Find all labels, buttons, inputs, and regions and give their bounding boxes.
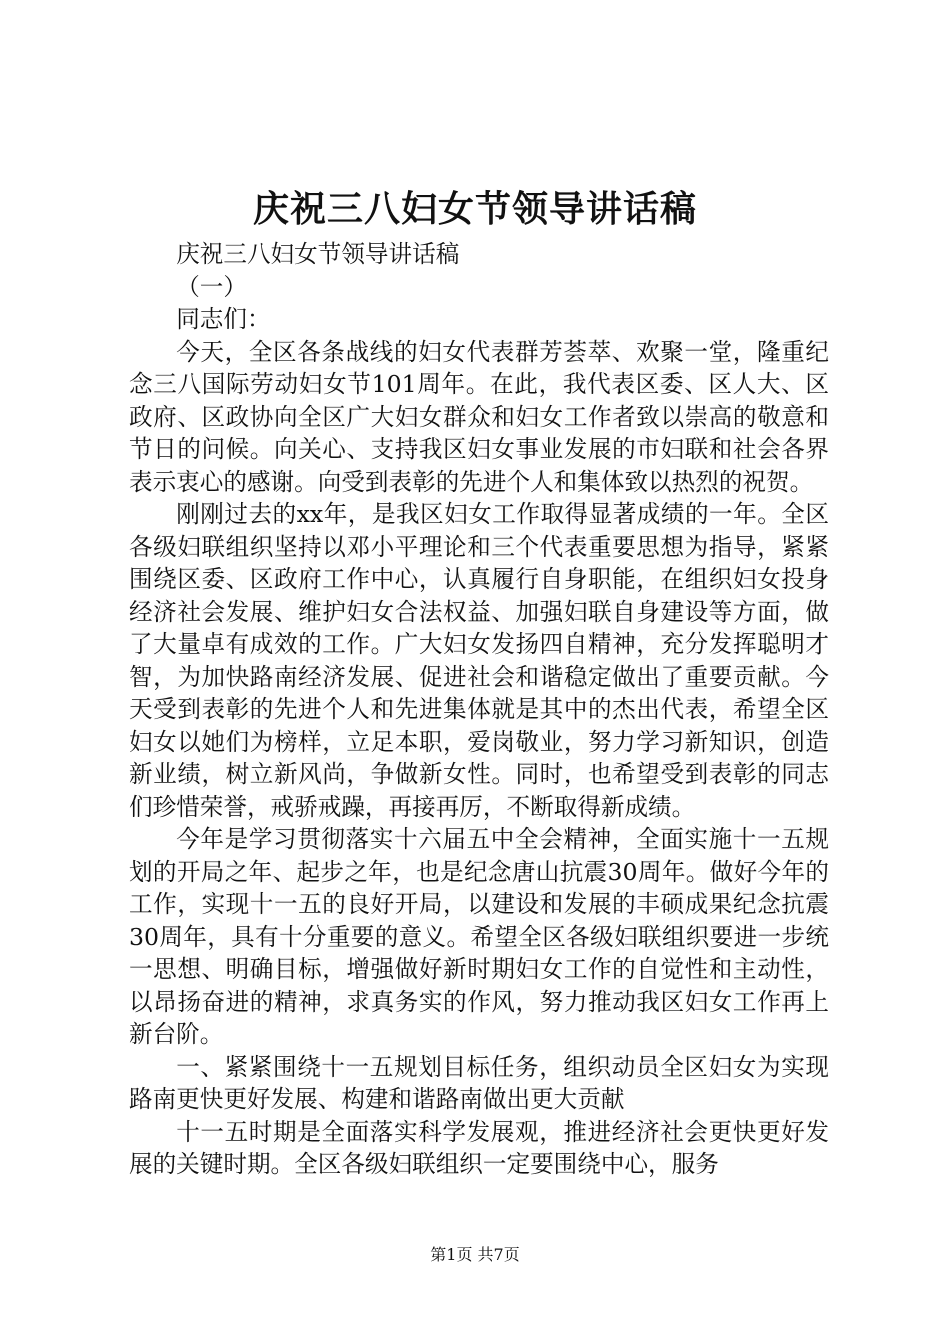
document-title: 庆祝三八妇女节领导讲话稿 bbox=[252, 188, 697, 230]
subtitle-paragraph: 庆祝三八妇女节领导讲话稿 bbox=[176, 240, 460, 268]
section-number: （一） bbox=[176, 272, 247, 301]
body-paragraph: 今天，全区各条战线的妇女代表群芳荟萃、欢聚一堂，隆重纪念三八国际劳动妇女节101周年。在此，我代表区委、区人大、区政府、区政协向全区广大妇女群众和妇女工作者致以崇高的敬意和节日的问候。向关心、支持我区妇女事业发展的市妇联和社会各界表示衷心的感谢。向受到表彰的先进个人和集体致以热烈的祝贺。 bbox=[129, 337, 829, 496]
page-footer: 第1页 共7页 bbox=[430, 1245, 520, 1264]
body-paragraph: 十一五时期是全面落实科学发展观，推进经济社会更快更好发展的关键时期。全区各级妇联组织一定要围绕中心，服务 bbox=[129, 1117, 829, 1178]
section-heading: 一、紧紧围绕十一五规划目标任务，组织动员全区妇女为实现路南更快更好发展、构建和谐路南做出更大贡献 bbox=[129, 1052, 829, 1113]
salutation: 同志们： bbox=[176, 305, 271, 333]
body-paragraph: 刚刚过去的xx年，是我区妇女工作取得显著成绩的一年。全区各级妇联组织坚持以邓小平理论和三个代表重要思想为指导，紧紧围绕区委、区政府工作中心，认真履行自身职能，在组织妇女投身经济社会发展、维护妇女合法权益、加强妇联自身建设等方面，做了大量卓有成效的工作。广大妇女发扬四自精神，充分发挥聪明才智，为加快路南经济发展、促进社会和谐稳定做出了重要贡献。今天受到表彰的先进个人和先进集体就是其中的杰出代表，希望全区妇女以她们为榜样，立足本职，爱岗敬业，努力学习新知识，创造新业绩，树立新风尚，争做新女性。同时，也希望受到表彰的同志们珍惜荣誉，戒骄戒躁，再接再厉，不断取得新成绩。 bbox=[129, 500, 829, 821]
body-paragraph: 今年是学习贯彻落实十六届五中全会精神，全面实施十一五规划的开局之年、起步之年，也是纪念唐山抗震30周年。做好今年的工作，实现十一五的良好开局，以建设和发展的丰硕成果纪念抗震30周年，具有十分重要的意义。希望全区各级妇联组织要进一步统一思想、明确目标，增强做好新时期妇女工作的自觉性和主动性，以昂扬奋进的精神，求真务实的作风，努力推动我区妇女工作再上新台阶。 bbox=[129, 825, 829, 1048]
document-body bbox=[129, 238, 829, 1181]
